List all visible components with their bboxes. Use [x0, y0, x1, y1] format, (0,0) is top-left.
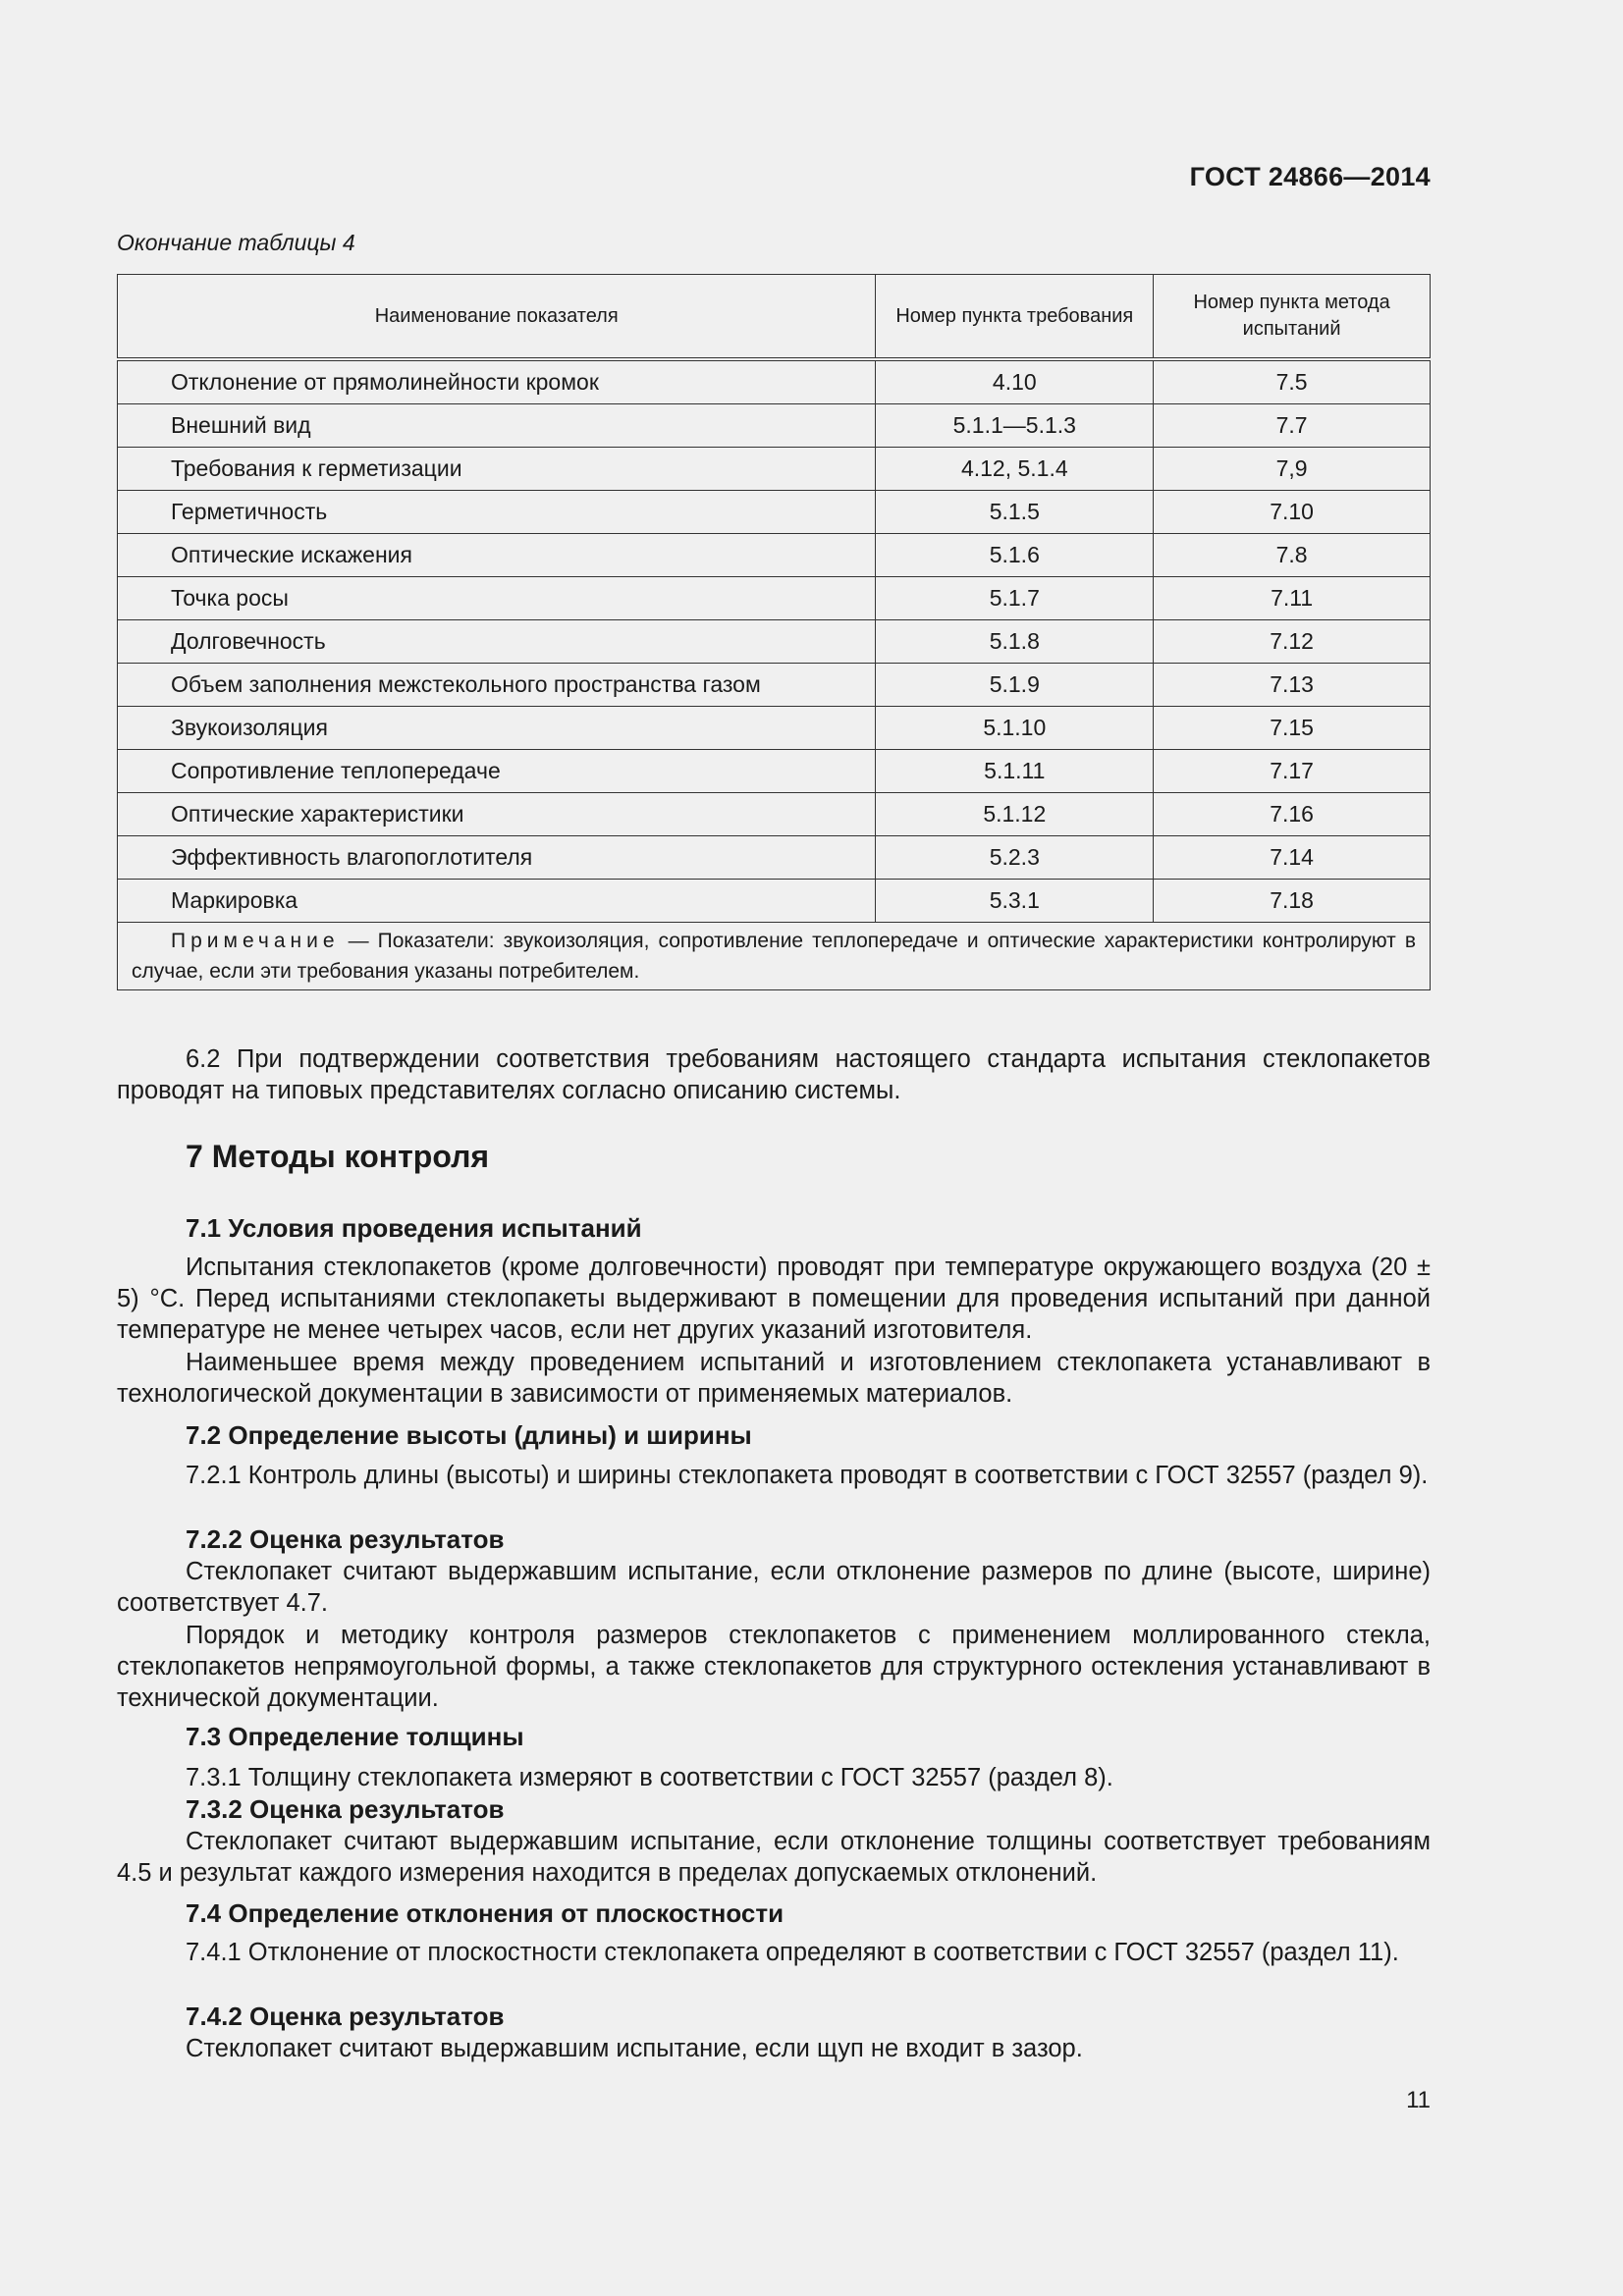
cell-requirement: 5.1.11	[876, 750, 1154, 793]
cell-method: 7.14	[1154, 836, 1431, 880]
cell-indicator: Точка росы	[118, 577, 876, 620]
paragraph-7-2-2-b: Порядок и методику контроля размеров стеклопакетов с применением моллированного стекла, стеклопакетов непрямоугольной формы, а также стеклопакетов для структурного остекления устанавливают в технической документации.	[117, 1622, 1431, 1712]
paragraph-7-3-2: Стеклопакет считают выдержавшим испытание, если отклонение толщины соответствует требованиям 4.5 и результат каждого измерения находится в пределах допускаемых отклонений.	[117, 1828, 1431, 1887]
cell-indicator: Сопротивление теплопередаче	[118, 750, 876, 793]
cell-method: 7.13	[1154, 664, 1431, 707]
cell-indicator: Оптические характеристики	[118, 793, 876, 836]
cell-requirement: 5.3.1	[876, 880, 1154, 923]
cell-method: 7.12	[1154, 620, 1431, 664]
column-header-requirement: Номер пункта требования	[876, 275, 1154, 360]
table-row	[118, 664, 1431, 707]
note-text: — Показатели: звукоизоляция, сопротивление теплопередаче и оптические характеристики контролируют в случае, если эти требования указаны потребителем.	[132, 930, 1416, 983]
table-row	[118, 534, 1431, 577]
cell-requirement: 5.1.5	[876, 491, 1154, 534]
cell-method: 7.17	[1154, 750, 1431, 793]
paragraph-7-2-2-a: Стеклопакет считают выдержавшим испытание, если отклонение размеров по длине (высоте, ширине) соответствует 4.7.	[117, 1558, 1431, 1617]
column-header-method: Номер пункта метода испытаний	[1154, 275, 1431, 360]
cell-method: 7.5	[1154, 359, 1431, 404]
table-note-row	[118, 923, 1431, 990]
cell-method: 7.7	[1154, 404, 1431, 448]
table-row	[118, 404, 1431, 448]
section-7-3-2-heading: 7.3.2 Оценка результатов	[186, 1794, 505, 1824]
cell-requirement: 5.1.6	[876, 534, 1154, 577]
cell-method: 7.11	[1154, 577, 1431, 620]
table-row	[118, 793, 1431, 836]
cell-indicator: Требования к герметизации	[118, 448, 876, 491]
table-row	[118, 577, 1431, 620]
section-7-1-heading: 7.1 Условия проведения испытаний	[186, 1213, 642, 1243]
cell-indicator: Герметичность	[118, 491, 876, 534]
cell-indicator: Эффективность влагопоглотителя	[118, 836, 876, 880]
paragraph-7-4-1: 7.4.1 Отклонение от плоскостности стеклопакета определяют в соответствии с ГОСТ 32557 (раздел 11).	[186, 1939, 1399, 1966]
cell-requirement: 5.1.9	[876, 664, 1154, 707]
section-7-2-heading: 7.2 Определение высоты (длины) и ширины	[186, 1420, 752, 1450]
table-row	[118, 491, 1431, 534]
cell-requirement: 5.1.1—5.1.3	[876, 404, 1154, 448]
table-row	[118, 836, 1431, 880]
cell-requirement: 4.10	[876, 359, 1154, 404]
cell-method: 7.10	[1154, 491, 1431, 534]
section-7-2-2-heading: 7.2.2 Оценка результатов	[186, 1524, 505, 1554]
cell-method: 7.8	[1154, 534, 1431, 577]
section-7-4-2-heading: 7.4.2 Оценка результатов	[186, 2002, 505, 2031]
cell-requirement: 4.12, 5.1.4	[876, 448, 1154, 491]
cell-indicator: Отклонение от прямолинейности кромок	[118, 359, 876, 404]
cell-requirement: 5.2.3	[876, 836, 1154, 880]
page-number: 11	[1406, 2087, 1431, 2113]
paragraph-7-1-b: Наименьшее время между проведением испытаний и изготовлением стеклопакета устанавливают в технологической документации в зависимости от применяемых материалов.	[117, 1349, 1431, 1408]
paragraph-7-3-1: 7.3.1 Толщину стеклопакета измеряют в соответствии с ГОСТ 32557 (раздел 8).	[186, 1764, 1113, 1791]
cell-indicator: Оптические искажения	[118, 534, 876, 577]
table-row	[118, 620, 1431, 664]
standard-designation: ГОСТ 24866—2014	[1189, 162, 1431, 191]
cell-indicator: Маркировка	[118, 880, 876, 923]
table-caption: Окончание таблицы 4	[117, 230, 355, 255]
paragraph-7-1-a: Испытания стеклопакетов (кроме долговечности) проводят при температуре окружающего воздуха (20 ± 5) °С. Перед испытаниями стеклопакеты выдерживают в помещении для проведения испытаний при данной температуре не менее четырех часов, если нет других указаний изготовителя.	[117, 1254, 1431, 1344]
table-row	[118, 359, 1431, 404]
table-row	[118, 448, 1431, 491]
table-row	[118, 880, 1431, 923]
cell-requirement: 5.1.7	[876, 577, 1154, 620]
cell-indicator: Долговечность	[118, 620, 876, 664]
table-note	[118, 923, 1431, 990]
cell-indicator: Звукоизоляция	[118, 707, 876, 750]
paragraph-6-2: 6.2 При подтверждении соответствия требованиям настоящего стандарта испытания стеклопакетов проводят на типовых представителях согласно описанию системы.	[117, 1045, 1431, 1104]
table-header-row	[118, 275, 1431, 360]
cell-requirement: 5.1.8	[876, 620, 1154, 664]
section-7-3-heading: 7.3 Определение толщины	[186, 1722, 524, 1751]
table-row	[118, 707, 1431, 750]
table-4	[117, 274, 1431, 990]
paragraph-7-4-2: Стеклопакет считают выдержавшим испытание, если щуп не входит в зазор.	[186, 2035, 1083, 2062]
paragraph-7-2-1: 7.2.1 Контроль длины (высоты) и ширины стеклопакета проводят в соответствии с ГОСТ 32557 (раздел 9).	[186, 1462, 1429, 1489]
section-7-4-heading: 7.4 Определение отклонения от плоскостности	[186, 1898, 784, 1928]
cell-method: 7.16	[1154, 793, 1431, 836]
cell-indicator: Объем заполнения межстекольного пространства газом	[118, 664, 876, 707]
cell-method: 7,9	[1154, 448, 1431, 491]
section-7-heading: 7 Методы контроля	[186, 1139, 490, 1174]
cell-method: 7.18	[1154, 880, 1431, 923]
column-header-name: Наименование показателя	[118, 275, 876, 360]
note-label: Примечание	[171, 930, 340, 952]
table-row	[118, 750, 1431, 793]
cell-requirement: 5.1.10	[876, 707, 1154, 750]
cell-requirement: 5.1.12	[876, 793, 1154, 836]
cell-method: 7.15	[1154, 707, 1431, 750]
cell-indicator: Внешний вид	[118, 404, 876, 448]
